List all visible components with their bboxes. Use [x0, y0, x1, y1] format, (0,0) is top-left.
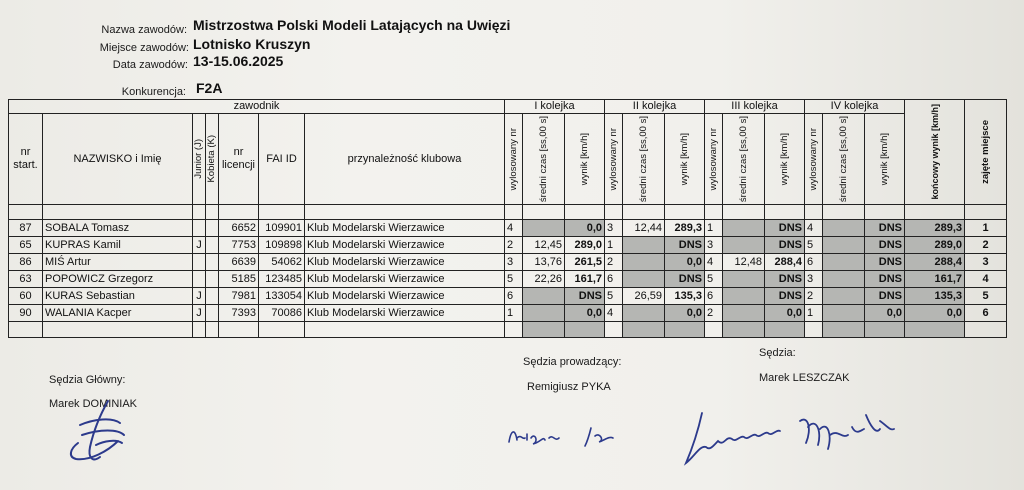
col-licencja: nr licencji [219, 114, 259, 205]
cell-r4-nr: 1 [805, 305, 823, 322]
cell-place: 6 [965, 305, 1007, 322]
cell-r1-wynik: 289,0 [565, 237, 605, 254]
group-zawodnik: zawodnik [9, 100, 505, 114]
cell-nr: 63 [9, 271, 43, 288]
cell-club: Klub Modelarski Wierzawice [305, 220, 505, 237]
cell-r1-nr: 4 [505, 220, 523, 237]
cell-r4-wynik: DNS [865, 254, 905, 271]
cell-r3-wynik: DNS [765, 271, 805, 288]
main-judge-name: Marek DOMINIAK [49, 398, 138, 410]
cell-kobieta [206, 288, 219, 305]
r4-czas-header: średni czas [ss,00 s] [823, 114, 865, 205]
cell-r1-wynik: 161,7 [565, 271, 605, 288]
cell-junior [193, 271, 206, 288]
judge-signature [680, 405, 910, 475]
cell-fai: 123485 [259, 271, 305, 288]
judge-label: Sędzia: [759, 347, 796, 359]
table-empty-row [9, 322, 1007, 338]
col-junior: Junior (J) [193, 114, 206, 205]
cell-name: KURAS Sebastian [43, 288, 193, 305]
cell-r3-czas [723, 271, 765, 288]
col-nr-start: nr start. [9, 114, 43, 205]
cell-licencja: 7393 [219, 305, 259, 322]
cell-r2-czas: 12,44 [623, 220, 665, 237]
cell-place: 3 [965, 254, 1007, 271]
cell-r4-wynik: DNS [865, 271, 905, 288]
cell-fai: 109898 [259, 237, 305, 254]
cell-fai: 70086 [259, 305, 305, 322]
cell-r1-nr: 2 [505, 237, 523, 254]
r3-czas-header: średni czas [ss,00 s] [723, 114, 765, 205]
table-row [9, 288, 1007, 305]
cell-r3-wynik: DNS [765, 237, 805, 254]
cell-r2-nr: 5 [605, 288, 623, 305]
cell-club: Klub Modelarski Wierzawice [305, 305, 505, 322]
cell-r1-wynik: DNS [565, 288, 605, 305]
cell-final: 288,4 [905, 254, 965, 271]
final-header: końcowy wynik [km/h] [905, 100, 965, 205]
cell-final: 0,0 [905, 305, 965, 322]
cell-r3-czas [723, 220, 765, 237]
cell-final: 289,0 [905, 237, 965, 254]
cell-r2-czas [623, 271, 665, 288]
main-judge-label: Sędzia Główny: [49, 374, 126, 386]
r2-wynik-header: wynik [km/h] [665, 114, 705, 205]
r3-wynik-header: wynik [km/h] [765, 114, 805, 205]
r2-nr-header: wylosowany nr [605, 114, 623, 205]
cell-r3-czas [723, 237, 765, 254]
category-label: Konkurencja: [121, 86, 186, 98]
lead-judge-name: Remigiusz PYKA [527, 381, 611, 393]
cell-r4-czas [823, 237, 865, 254]
cell-r4-czas [823, 271, 865, 288]
cell-name: KUPRAS Kamil [43, 237, 193, 254]
cell-r4-czas [823, 288, 865, 305]
cell-place: 1 [965, 220, 1007, 237]
r1-wynik-header: wynik [km/h] [565, 114, 605, 205]
cell-junior: J [193, 288, 206, 305]
cell-r3-wynik: DNS [765, 220, 805, 237]
cell-junior [193, 220, 206, 237]
cell-r1-nr: 1 [505, 305, 523, 322]
cell-r4-wynik: DNS [865, 237, 905, 254]
cell-r1-czas: 12,45 [523, 237, 565, 254]
cell-r3-nr: 2 [705, 305, 723, 322]
cell-r4-nr: 4 [805, 220, 823, 237]
r4-wynik-header: wynik [km/h] [865, 114, 905, 205]
round-3-header: III kolejka [705, 100, 805, 114]
cell-licencja: 5185 [219, 271, 259, 288]
cell-r2-nr: 6 [605, 271, 623, 288]
cell-licencja: 7753 [219, 237, 259, 254]
cell-r2-nr: 2 [605, 254, 623, 271]
cell-r1-wynik: 261,5 [565, 254, 605, 271]
cell-nr: 90 [9, 305, 43, 322]
cell-r3-czas [723, 288, 765, 305]
round-4-header: IV kolejka [805, 100, 905, 114]
cell-r3-czas [723, 305, 765, 322]
table-row [9, 271, 1007, 288]
cell-r3-nr: 1 [705, 220, 723, 237]
col-club: przynależność klubowa [305, 114, 505, 205]
cell-r2-nr: 1 [605, 237, 623, 254]
cell-junior [193, 254, 206, 271]
cell-r4-czas [823, 220, 865, 237]
cell-nr: 65 [9, 237, 43, 254]
cell-r3-nr: 6 [705, 288, 723, 305]
event-label: Nazwa zawodów: [101, 24, 187, 36]
cell-r4-nr: 5 [805, 237, 823, 254]
cell-r3-wynik: 0,0 [765, 305, 805, 322]
cell-r2-wynik: 0,0 [665, 305, 705, 322]
cell-r1-nr: 5 [505, 271, 523, 288]
cell-name: POPOWICZ Grzegorz [43, 271, 193, 288]
col-fai: FAI ID [259, 114, 305, 205]
cell-junior: J [193, 237, 206, 254]
place-name: Lotnisko Kruszyn [193, 36, 311, 52]
cell-r3-nr: 4 [705, 254, 723, 271]
cell-final: 289,3 [905, 220, 965, 237]
cell-r1-nr: 6 [505, 288, 523, 305]
cell-r1-czas: 22,26 [523, 271, 565, 288]
cell-fai: 54062 [259, 254, 305, 271]
cell-kobieta [206, 271, 219, 288]
cell-r2-wynik: DNS [665, 271, 705, 288]
cell-r1-wynik: 0,0 [565, 220, 605, 237]
cell-club: Klub Modelarski Wierzawice [305, 254, 505, 271]
cell-place: 5 [965, 288, 1007, 305]
cell-r1-czas [523, 220, 565, 237]
judge-name: Marek LESZCZAK [759, 372, 850, 384]
cell-r4-wynik: DNS [865, 220, 905, 237]
cell-club: Klub Modelarski Wierzawice [305, 271, 505, 288]
r1-nr-header: wylosowany nr [505, 114, 523, 205]
round-1-header: I kolejka [505, 100, 605, 114]
table-header-row-1 [9, 100, 1007, 114]
cell-club: Klub Modelarski Wierzawice [305, 237, 505, 254]
lead-judge-signature [505, 422, 625, 452]
cell-junior: J [193, 305, 206, 322]
cell-fai: 133054 [259, 288, 305, 305]
cell-place: 2 [965, 237, 1007, 254]
cell-fai: 109901 [259, 220, 305, 237]
table-row [9, 237, 1007, 254]
cell-name: WALANIA Kacper [43, 305, 193, 322]
cell-r3-czas: 12,48 [723, 254, 765, 271]
table-row [9, 220, 1007, 237]
cell-name: SOBALA Tomasz [43, 220, 193, 237]
table-header-row-2 [9, 114, 1007, 205]
col-name: NAZWISKO i Imię [43, 114, 193, 205]
cell-r1-nr: 3 [505, 254, 523, 271]
cell-final: 161,7 [905, 271, 965, 288]
cell-r4-wynik: 0,0 [865, 305, 905, 322]
cell-r4-czas [823, 254, 865, 271]
cell-r1-wynik: 0,0 [565, 305, 605, 322]
cell-r2-wynik: DNS [665, 237, 705, 254]
results-table [8, 99, 1007, 338]
cell-r3-wynik: DNS [765, 288, 805, 305]
r4-nr-header: wylosowany nr [805, 114, 823, 205]
table-row [9, 305, 1007, 322]
cell-place: 4 [965, 271, 1007, 288]
place-label: Miejsce zawodów: [99, 42, 189, 54]
round-2-header: II kolejka [605, 100, 705, 114]
cell-r4-wynik: DNS [865, 288, 905, 305]
cell-r2-czas: 26,59 [623, 288, 665, 305]
cell-r2-czas [623, 254, 665, 271]
cell-r2-wynik: 135,3 [665, 288, 705, 305]
cell-r4-nr: 2 [805, 288, 823, 305]
cell-nr: 87 [9, 220, 43, 237]
cell-r2-wynik: 289,3 [665, 220, 705, 237]
cell-r4-nr: 3 [805, 271, 823, 288]
cell-r4-czas [823, 305, 865, 322]
lead-judge-label: Sędzia prowadzący: [523, 356, 622, 368]
cell-nr: 60 [9, 288, 43, 305]
cell-final: 135,3 [905, 288, 965, 305]
cell-r1-czas: 13,76 [523, 254, 565, 271]
cell-kobieta [206, 237, 219, 254]
cell-kobieta [206, 254, 219, 271]
place-header: zajęte miejsce [965, 100, 1007, 205]
cell-licencja: 6652 [219, 220, 259, 237]
r2-czas-header: średni czas [ss,00 s] [623, 114, 665, 205]
cell-r2-nr: 3 [605, 220, 623, 237]
cell-nr: 86 [9, 254, 43, 271]
cell-r3-wynik: 288,4 [765, 254, 805, 271]
r1-czas-header: średni czas [ss,00 s] [523, 114, 565, 205]
cell-r2-czas [623, 237, 665, 254]
table-row [9, 254, 1007, 271]
cell-r2-wynik: 0,0 [665, 254, 705, 271]
table-spacer-row [9, 205, 1007, 220]
cell-name: MIŚ Artur [43, 254, 193, 271]
cell-r2-nr: 4 [605, 305, 623, 322]
cell-kobieta [206, 305, 219, 322]
cell-r1-czas [523, 305, 565, 322]
date-value: 13-15.06.2025 [193, 53, 284, 69]
event-name: Mistrzostwa Polski Modeli Latających na Uwięzi [193, 17, 511, 33]
col-kobieta: Kobieta (K) [206, 114, 219, 205]
cell-r1-czas [523, 288, 565, 305]
cell-r3-nr: 3 [705, 237, 723, 254]
cell-r3-nr: 5 [705, 271, 723, 288]
cell-r4-nr: 6 [805, 254, 823, 271]
date-label: Data zawodów: [112, 59, 188, 71]
cell-r2-czas [623, 305, 665, 322]
cell-kobieta [206, 220, 219, 237]
category-value: F2A [196, 80, 223, 96]
cell-licencja: 6639 [219, 254, 259, 271]
r3-nr-header: wylosowany nr [705, 114, 723, 205]
cell-licencja: 7981 [219, 288, 259, 305]
cell-club: Klub Modelarski Wierzawice [305, 288, 505, 305]
main-judge-signature [60, 395, 140, 470]
